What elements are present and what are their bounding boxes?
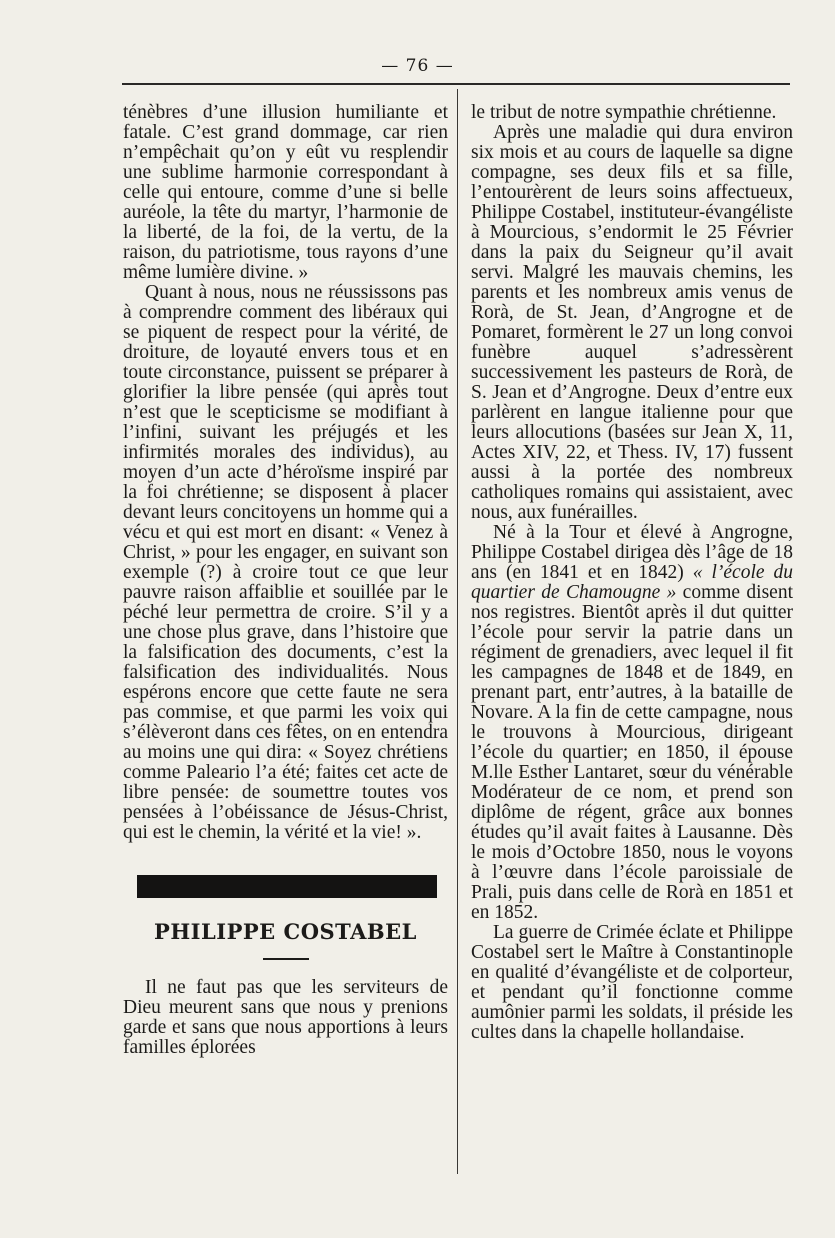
right-paragraph-4: La guerre de Crimée éclate et Philippe Costabel sert le Maître à Constantinople en qualité d’évangéliste et de colporteur, et pendant qu’il fonctionne comme aumônier parmi les soldats, il préside les cultes dans la chapelle hollandaise. <box>471 922 793 1043</box>
header-rule <box>122 83 790 85</box>
right-paragraph-3-rest: comme disent nos registres. Bientôt après il dut quitter l’école pour servir la patrie dans un régiment de grenadiers, avec lequel il fit les campagnes de 1848 et de 1849, en prenant part, entr’autres, à la bataille de Novare. A la fin de cette campagne, nous le trouvons à Mourcious, dirigeant l’école du quartier; en 1850, il épouse M.lle Esther Lantaret, sœur du vénérable Modérateur de ce nom, et prend son diplôme de régent, grâce aux bonnes études qu’il avait faites à Lausanne. Dès le mois d’Octobre 1850, nous le voyons à l’œuvre dans l’école paroissiale de Prali, puis dans celle de Rorà en 1851 et en 1852. <box>471 582 793 923</box>
school-name-italic: « l’école du quartier de Chamougne » <box>471 562 794 603</box>
left-paragraph-1: ténèbres d’une illusion humiliante et fatale. C’est grand dommage, car rien n’empêchait qu’on y eût vu resplendir une sublime harmonie correspondant à celle qui entoure, comme d’une si belle auréole, la tête du martyr, l’harmonie de la liberté, de la foi, de la vertu, de la raison, du patriotisme, tous rayons d’une même lumière divine. » <box>123 102 448 283</box>
right-column <box>471 103 793 1043</box>
left-column <box>123 103 448 1058</box>
left-paragraph-3: Il ne faut pas que les serviteurs de Dieu meurent sans que nous y prenions garde et sans que nous apportions à leurs familles éplorées <box>123 977 448 1058</box>
heading-dash <box>263 958 309 960</box>
right-paragraph-2: Après une maladie qui dura environ six mois et au cours de laquelle sa digne compagne, ses deux fils et sa fille, l’entourèrent de leurs soins affectueux, Philippe Costabel, instituteur-évangéliste à Mourcious, s’endormit le 25 Février dans la paix du Seigneur qu’il avait servi. Malgré les mauvais chemins, les parents et les nombreux amis venus de Rorà, de St. Jean, d’Angrogne et de Pomaret, formèrent le 27 un long convoi funèbre auquel s’adressèrent successivement les pasteurs de Rorà, de S. Jean et d’Angrogne. Deux d’entre eux parlèrent en langue italienne pour que leurs allocutions (basées sur Jean X, 11, Actes XIV, 22, et Thess. IV, 17) fussent aussi à la portée des nombreux catholiques romains qui assistaient, avec nous, aux funérailles. <box>471 122 793 523</box>
section-heading: PHILIPPE COSTABEL <box>154 919 417 944</box>
right-paragraph-3 <box>471 523 793 923</box>
right-paragraph-3-start: Né à la Tour et élevé à Angrogne, Philippe Costabel dirigea dès l’âge de 18 ans (en 1841 et en 1842) <box>471 522 793 583</box>
left-paragraph-2: Quant à nous, nous ne réussissons pas à comprendre comment des libéraux qui se piquent de respect pour la vérité, de droiture, de loyauté envers tous et en toute circonstance, puissent se préparer à glorifier la libre pensée (qui après tout n’est que le scepticisme se modifiant à l’infini, suivant les préjugés et les infirmités morales des individus), au moyen d’un acte d’héroïsme inspiré par la foi chrétienne; se disposent à placer devant leurs concitoyens un homme qui a vécu et qui est mort en disant: « Venez à Christ, » pour les engager, en suivant son exemple (?) à croire tout ce que leur pauvre raison affaiblie et souillée par le péché leur permettra de croire. S’il y a une chose plus grave, dans l’histoire que la falsification des documents, c’est la falsification des individualités. Nous espérons encore que cette faute ne sera pas commise, et que parmi les voix qui s’élèveront dans ces fêtes, on en entendra au moins une qui dira: « Soyez chrétiens comme Paleario l’a été; faites cet acte de libre pensée: de soumettre toutes vos pensées à l’obéissance de Jésus-Christ, qui est le chemin, la vérité et la vie! ». <box>123 282 448 843</box>
page-number: — 76 — <box>381 56 454 76</box>
right-paragraph-1: le tribut de notre sympathie chrétienne. <box>471 102 777 123</box>
column-divider <box>457 89 458 1174</box>
section-separator-bar <box>137 875 437 898</box>
